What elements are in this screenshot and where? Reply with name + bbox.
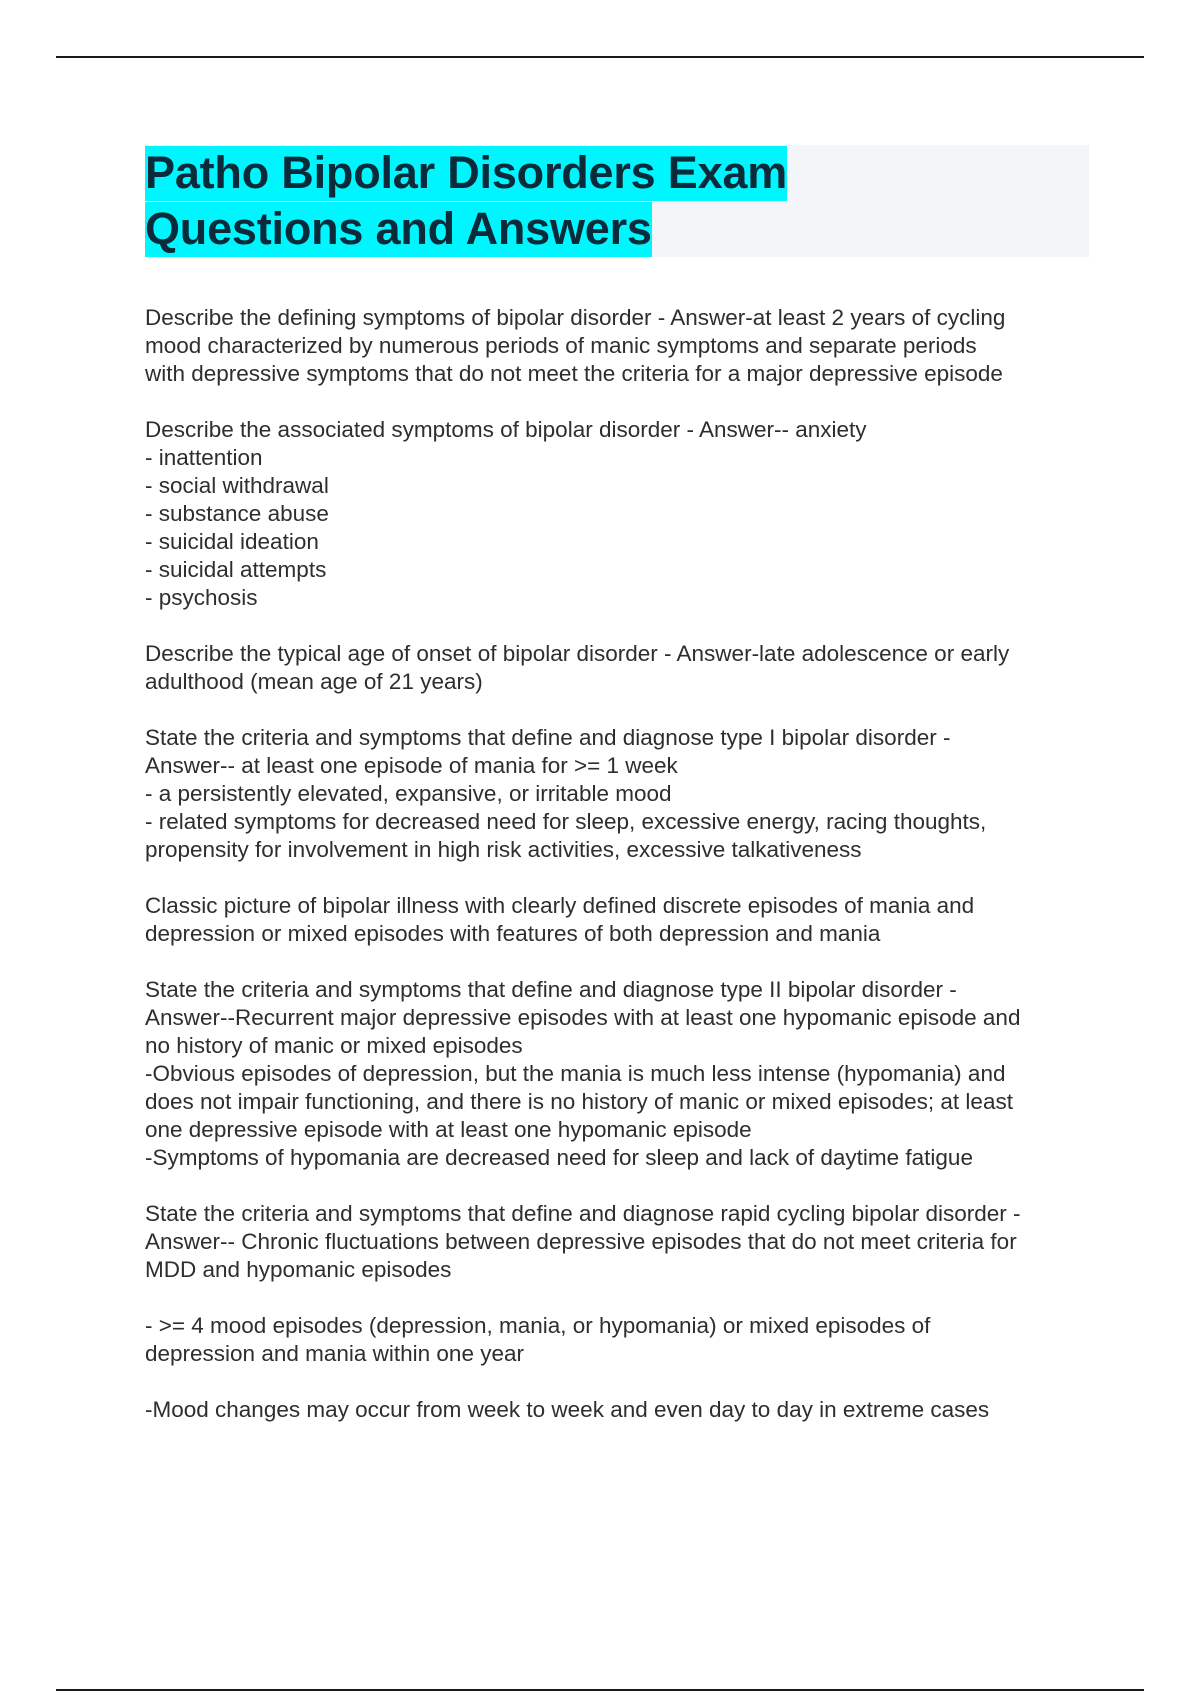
text-line: - inattention [145, 445, 263, 470]
text-line: - suicidal ideation [145, 529, 319, 554]
text-line: State the criteria and symptoms that define and diagnose type I bipolar disorder - [145, 725, 951, 750]
text-line: depression or mixed episodes with features of both depression and mania [145, 921, 881, 946]
qa-block [145, 416, 1095, 612]
text-line: does not impair functioning, and there is no history of manic or mixed episodes; at least [145, 1089, 1013, 1114]
footer-rule [56, 1689, 1144, 1691]
qa-block [145, 976, 1095, 1172]
text-line: - suicidal attempts [145, 557, 327, 582]
qa-block [145, 892, 1095, 948]
text-line: - a persistently elevated, expansive, or irritable mood [145, 781, 672, 806]
text-line: - social withdrawal [145, 473, 329, 498]
text-line: with depressive symptoms that do not meet the criteria for a major depressive episode [145, 361, 1003, 386]
text-line: MDD and hypomanic episodes [145, 1257, 452, 1282]
title-block [145, 145, 1089, 257]
qa-block [145, 1396, 1095, 1424]
text-line: one depressive episode with at least one hypomanic episode [145, 1117, 752, 1142]
text-line: - substance abuse [145, 501, 329, 526]
text-line: State the criteria and symptoms that define and diagnose rapid cycling bipolar disorder - [145, 1201, 1021, 1226]
text-line: -Obvious episodes of depression, but the mania is much less intense (hypomania) and [145, 1061, 1006, 1086]
qa-block [145, 1312, 1095, 1368]
text-line: Describe the associated symptoms of bipolar disorder - Answer-- anxiety [145, 417, 867, 442]
text-line: mood characterized by numerous periods of manic symptoms and separate periods [145, 333, 977, 358]
text-line: no history of manic or mixed episodes [145, 1033, 523, 1058]
text-line: Answer-- at least one episode of mania for >= 1 week [145, 753, 678, 778]
qa-block [145, 1200, 1095, 1284]
page-title-line-2: Questions and Answers [145, 202, 652, 257]
text-line: -Symptoms of hypomania are decreased need for sleep and lack of daytime fatigue [145, 1145, 973, 1170]
text-line: Answer--Recurrent major depressive episodes with at least one hypomanic episode and [145, 1005, 1021, 1030]
qa-block [145, 304, 1095, 388]
text-line: Answer-- Chronic fluctuations between depressive episodes that do not meet criteria for [145, 1229, 1017, 1254]
qa-block [145, 640, 1095, 696]
text-line: State the criteria and symptoms that define and diagnose type II bipolar disorder - [145, 977, 957, 1002]
text-line: - >= 4 mood episodes (depression, mania, or hypomania) or mixed episodes of [145, 1313, 931, 1338]
text-line: depression and mania within one year [145, 1341, 524, 1366]
text-line: Classic picture of bipolar illness with clearly defined discrete episodes of mania and [145, 893, 975, 918]
qa-block [145, 724, 1095, 864]
text-line: - related symptoms for decreased need for sleep, excessive energy, racing thoughts, [145, 809, 987, 834]
document-body [145, 304, 1095, 1452]
page-title-line-1: Patho Bipolar Disorders Exam [145, 146, 787, 201]
text-line: Describe the defining symptoms of bipolar disorder - Answer-at least 2 years of cycling [145, 305, 1006, 330]
text-line: Describe the typical age of onset of bipolar disorder - Answer-late adolescence or early [145, 641, 1010, 666]
header-rule [56, 56, 1144, 58]
text-line: - psychosis [145, 585, 258, 610]
text-line: adulthood (mean age of 21 years) [145, 669, 483, 694]
text-line: -Mood changes may occur from week to week and even day to day in extreme cases [145, 1397, 990, 1422]
page-title [145, 145, 1089, 257]
text-line: propensity for involvement in high risk activities, excessive talkativeness [145, 837, 862, 862]
